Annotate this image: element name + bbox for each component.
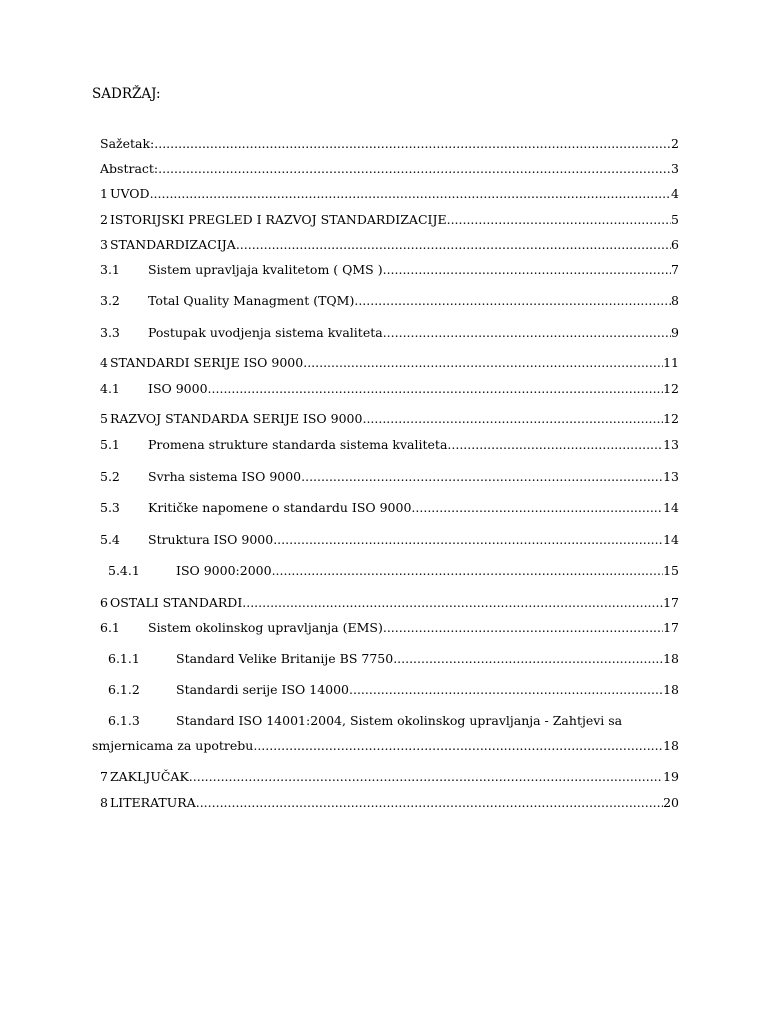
toc-leader-dots [301, 469, 663, 484]
toc-entry-page: 17 [663, 595, 679, 610]
toc-entry-number: 5.4.1 [108, 563, 140, 578]
toc-entry-title: ISO 9000:2000 [176, 563, 272, 578]
toc-entry-page: 8 [671, 293, 679, 308]
toc-entry-number: 5.3 [100, 500, 120, 515]
toc-entry-title: Kritičke napomene o standardu ISO 9000 [148, 500, 412, 515]
toc-leader-dots [253, 738, 663, 753]
toc-entry-number: 6.1.1 [108, 651, 140, 666]
toc-entry-number: 4 [100, 355, 108, 370]
toc-entry-title: Postupak uvodjenja sistema kvaliteta [148, 325, 383, 340]
toc-entry[interactable] [100, 293, 679, 311]
toc-entry[interactable] [100, 381, 679, 399]
toc-entry-title: Total Quality Managment (TQM) [148, 293, 355, 308]
toc-leader-dots [158, 161, 671, 176]
toc-entry-title: LITERATURA [109, 795, 196, 810]
toc-entry-title: STANDARDIZACIJA [109, 237, 236, 252]
toc-entry-number: 3.3 [100, 325, 120, 340]
toc-entry-title: Sažetak: [100, 136, 155, 151]
toc-entry[interactable] [100, 595, 679, 613]
toc-leader-dots [349, 682, 663, 697]
toc-leader-dots [303, 355, 663, 370]
toc-entry-page: 12 [663, 411, 679, 426]
toc-entry[interactable] [100, 186, 679, 204]
toc-leader-dots [383, 620, 663, 635]
toc-entry[interactable] [100, 355, 679, 373]
toc-entry[interactable] [100, 795, 679, 813]
toc-entry-title: Standard ISO 14001:2004, Sistem okolinskog upravljanja - Zahtjevi sa [176, 713, 623, 728]
toc-entry-number: 1 [100, 186, 108, 201]
toc-entry-page: 18 [663, 651, 679, 666]
toc-leader-dots [236, 237, 671, 252]
toc-entry[interactable] [100, 769, 679, 787]
toc-entry-number: 5.1 [100, 437, 120, 452]
toc-entry-title: STANDARDI SERIJE ISO 9000 [109, 355, 304, 370]
toc-entry-page: 14 [663, 500, 679, 515]
toc-entry-page: 2 [671, 136, 679, 151]
toc-leader-dots [273, 532, 663, 547]
toc-entry-page: 6 [671, 237, 679, 252]
toc-entry-title: Sistem upravljaja kvalitetom ( QMS ) [148, 262, 383, 277]
toc-leader-dots [411, 500, 663, 515]
toc-leader-dots [150, 186, 671, 201]
toc-leader-dots [196, 795, 663, 810]
toc-entry[interactable] [100, 437, 679, 455]
toc-leader-dots [447, 212, 671, 227]
toc-entry-page: 13 [663, 437, 679, 452]
toc-entry-page: 4 [671, 186, 679, 201]
toc-leader-dots [354, 293, 671, 308]
toc-entry-number: 5.2 [100, 469, 120, 484]
toc-entry[interactable] [100, 469, 679, 487]
toc-entry-page: 11 [663, 355, 679, 370]
toc-entry-title: ZAKLJUČAK [109, 769, 189, 784]
toc-leader-dots [272, 563, 664, 578]
toc-entry-title: Standardi serije ISO 14000 [176, 682, 350, 697]
toc-entry-number: 4.1 [100, 381, 120, 396]
toc-entry[interactable] [100, 411, 679, 429]
toc-leader-dots [383, 262, 671, 277]
toc-entry-title: ISO 9000 [148, 381, 208, 396]
toc-entry[interactable] [100, 136, 679, 154]
toc-entry-title: ISTORIJSKI PREGLED I RAZVOJ STANDARDIZACIJE [109, 212, 447, 227]
toc-leader-dots [154, 136, 671, 151]
toc-entry-title: Sistem okolinskog upravljanja (EMS) [148, 620, 383, 635]
toc-entry-number: 2 [100, 212, 108, 227]
toc-entry[interactable] [100, 532, 679, 550]
toc-leader-dots [208, 381, 664, 396]
toc-entry-page: 18 [663, 738, 679, 753]
toc-entry-page: 20 [663, 795, 679, 810]
toc-entry-title: Standard Velike Britanije BS 7750 [176, 651, 394, 666]
toc-entry-page: 19 [663, 769, 679, 784]
toc-entry-number: 5.4 [100, 532, 120, 547]
toc-entry-page: 5 [671, 212, 679, 227]
toc-leader-dots [362, 411, 663, 426]
toc-entry[interactable] [100, 161, 679, 179]
toc-entry-page: 18 [663, 682, 679, 697]
toc-entry-number: 3 [100, 237, 108, 252]
toc-leader-dots [242, 595, 663, 610]
toc-entry-number: 6.1.2 [108, 682, 140, 697]
toc-leader-dots [189, 769, 663, 784]
toc-entry-number: 5 [100, 411, 108, 426]
toc-entry[interactable] [100, 682, 679, 700]
toc-entry-page: 17 [663, 620, 679, 635]
toc-entry-number: 6 [100, 595, 108, 610]
toc-entry-page: 3 [671, 161, 679, 176]
toc-entry-page: 9 [671, 325, 679, 340]
toc-entry-title: UVOD [109, 186, 150, 201]
toc-entry-title: Svrha sistema ISO 9000 [148, 469, 302, 484]
toc-entry[interactable] [100, 262, 679, 280]
toc-entry-title: Struktura ISO 9000 [148, 532, 274, 547]
toc-entry[interactable] [100, 651, 679, 669]
toc-entry-title: Promena strukture standarda sistema kvaliteta [148, 437, 448, 452]
toc-leader-dots [383, 325, 671, 340]
toc-entry-page: 13 [663, 469, 679, 484]
toc-leader-dots [447, 437, 663, 452]
toc-entry-number: 7 [100, 769, 108, 784]
toc-entry-continuation[interactable] [92, 738, 679, 756]
toc-entry-number: 3.2 [100, 293, 120, 308]
toc-entry-number: 6.1.3 [108, 713, 140, 728]
toc-entry[interactable] [100, 212, 679, 230]
toc-entry-title-continued: smjernicama za upotrebu [92, 738, 254, 753]
toc-entry-number: 3.1 [100, 262, 120, 277]
toc-entry[interactable] [100, 500, 679, 518]
toc-entry-title: RAZVOJ STANDARDA SERIJE ISO 9000 [109, 411, 363, 426]
toc-entry-number: 8 [100, 795, 108, 810]
toc-entry[interactable] [100, 563, 679, 581]
toc-entry[interactable] [100, 237, 679, 255]
toc-heading: SADRŽAJ: [92, 86, 161, 102]
toc-entry-page: 14 [663, 532, 679, 547]
toc-entry-wrapped[interactable] [100, 713, 679, 728]
toc-entry-title: Abstract: [100, 161, 159, 176]
toc-entry-number: 6.1 [100, 620, 120, 635]
toc-entry[interactable] [100, 620, 679, 638]
toc-entry[interactable] [100, 325, 679, 343]
toc-entry-page: 12 [663, 381, 679, 396]
toc-entry-title: OSTALI STANDARDI [109, 595, 243, 610]
toc-entry-page: 7 [671, 262, 679, 277]
toc-leader-dots [393, 651, 663, 666]
toc-entry-page: 15 [663, 563, 679, 578]
